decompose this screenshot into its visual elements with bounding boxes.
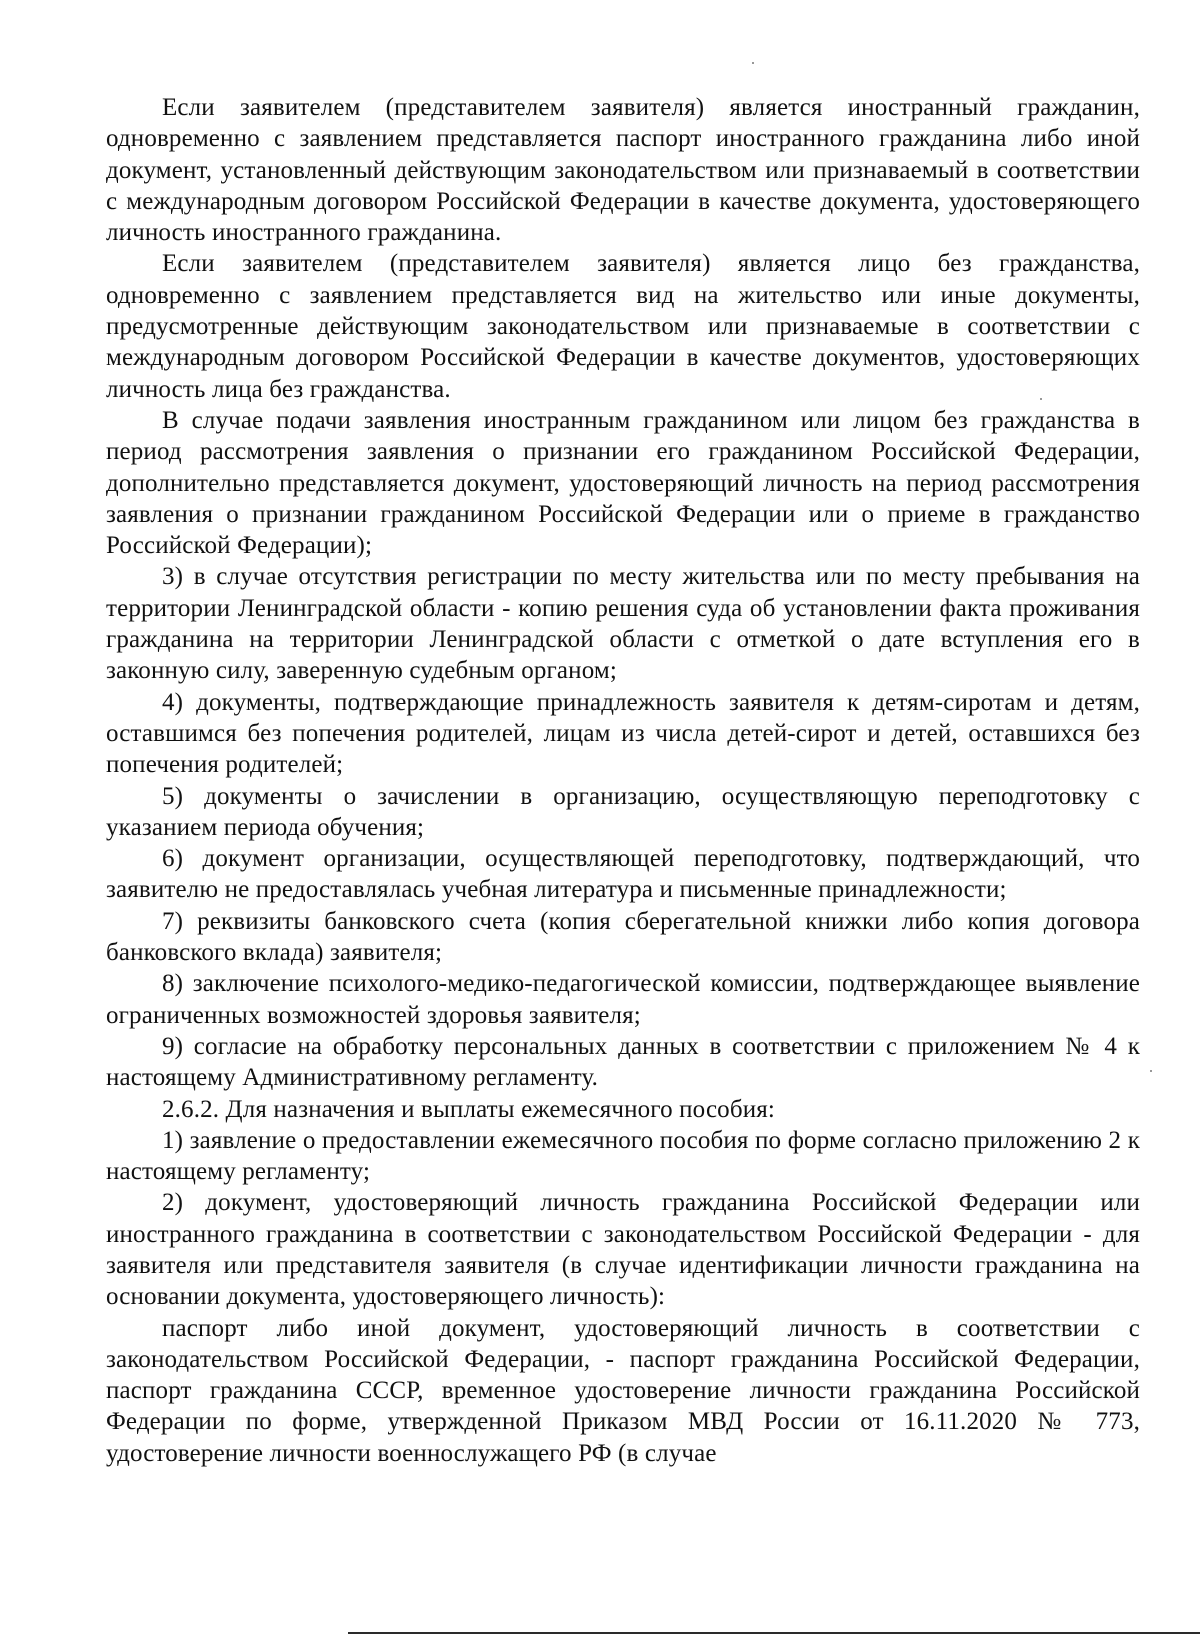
list-item-5-enrollment: 5) документы о зачислении в организацию, осуществляющую переподготовку с указанием периода обучения; — [106, 782, 1140, 841]
scan-speck — [752, 62, 754, 64]
section-heading-2-6-2: 2.6.2. Для назначения и выплаты ежемесячного пособия: — [162, 1095, 775, 1123]
document-body — [106, 92, 1140, 1469]
paragraph-citizenship-review: В случае подачи заявления иностранным гражданином или лицом без гражданства в период рассмотрения заявления о признании его гражданином Российской Федерации, дополнительно представляется документ, удостоверяющий личность на период рассмотрения заявления о признании гражданином Российской Федерации или о приеме в гражданство Российской Федерации); — [106, 406, 1140, 560]
paragraph-passport-types: паспорт либо иной документ, удостоверяющий личность в соответствии с законодательством Российской Федерации, - паспорт гражданина Российской Федерации, паспорт гражданина СССР, временное удостоверение личности гражданина Российской Федерации по форме, утвержденной Приказом МВД России от 16.11.2020 № 773, удостоверение личности военнослужащего РФ (в случае — [106, 1314, 1140, 1467]
list-item-9-data-consent: 9) согласие на обработку персональных данных в соответствии с приложением № 4 к настоящему Административному регламенту. — [106, 1032, 1140, 1092]
paragraph-foreign-citizen: Если заявителем (представителем заявителя) является иностранный гражданин, одновременно с заявлением представляется паспорт иностранного гражданина либо иной документ, установленный действующим законодательством или признаваемый в соответствии с международным договором Российской Федерации в качестве документа, удостоверяющего личность иностранного гражданина. — [106, 94, 1140, 247]
list-item-2-identity-document: 2) документ, удостоверяющий личность гражданина Российской Федерации или иностранного гражданина в соответствии с законодательством Российской Федерации - для заявителя или представителя заявителя (в случае идентификации личности гражданина на основании документа, удостоверяющего личность): — [106, 1189, 1140, 1311]
list-item-6-organization-document: 6) документ организации, осуществляющей переподготовку, подтверждающий, что заявителю не предоставлялась учебная литература и письменные принадлежности; — [106, 845, 1140, 904]
list-item-7-bank-details: 7) реквизиты банковского счета (копия сберегательной книжки либо копия договора банковского вклада) заявителя; — [106, 907, 1140, 967]
list-item-8-commission-conclusion: 8) заключение психолого-медико-педагогической комиссии, подтверждающее выявление ограниченных возможностей здоровья заявителя; — [106, 970, 1140, 1029]
list-item-1-application: 1) заявление о предоставлении ежемесячного пособия по форме согласно приложению 2 к настоящему регламенту; — [106, 1126, 1140, 1186]
list-item-3-registration: 3) в случае отсутствия регистрации по месту жительства или по месту пребывания на территории Ленинградской области - копию решения суда об установлении факта проживания гражданина на территории Ленинградской области с отметкой о дате вступления его в законную силу, заверенную судебным органом; — [106, 563, 1140, 685]
scan-speck — [1150, 1070, 1152, 1072]
scan-bottom-edge — [348, 1632, 1200, 1634]
paragraph-stateless-person: Если заявителем (представителем заявителя) является лицо без гражданства, одновременно с заявлением представляется вид на жительство или иные документы, предусмотренные действующим законодательством или признаваемые в соответствии с международным договором Российской Федерации в качестве документов, удостоверяющих личность лица без гражданства. — [106, 250, 1140, 403]
list-item-4-orphan-status: 4) документы, подтверждающие принадлежность заявителя к детям-сиротам и детям, оставшимся без попечения родителей, лицам из числа детей-сирот и детей, оставшихся без попечения родителей; — [106, 688, 1140, 779]
